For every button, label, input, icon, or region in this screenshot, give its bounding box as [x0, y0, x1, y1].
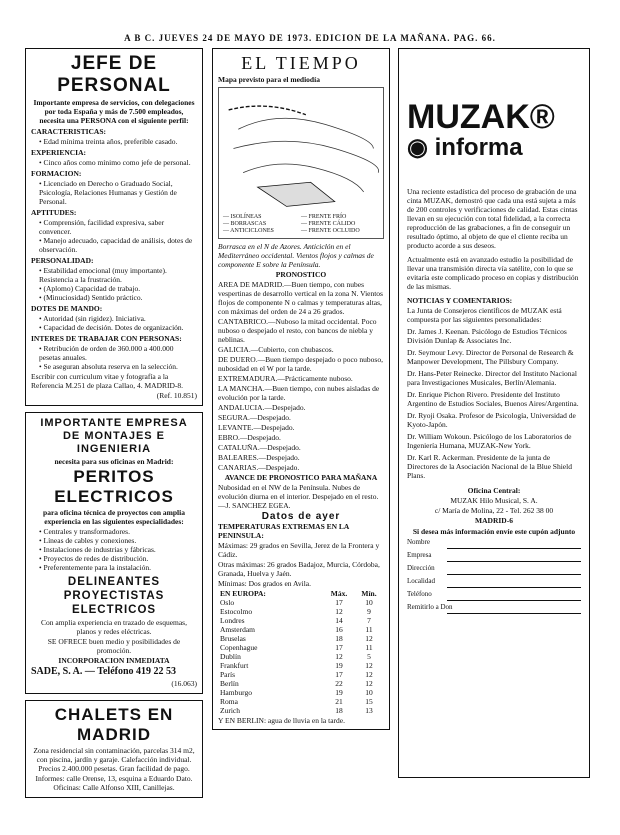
city-max: 17	[335, 643, 343, 652]
muzak-ad	[398, 48, 590, 778]
temp-heading: TEMPERATURAS EXTREMAS EN LA PENINSULA:	[218, 522, 349, 540]
col-min: Mín.	[361, 589, 377, 598]
city-min: 13	[365, 706, 373, 715]
job-title-2: DELINEANTES PROYECTISTAS ELECTRICOS	[63, 576, 165, 616]
city-name: Zurich	[220, 706, 240, 715]
people-list	[407, 327, 581, 480]
city-max: 14	[335, 616, 343, 625]
section-items	[39, 158, 197, 167]
city-min: 7	[367, 616, 371, 625]
informa-text: informa	[434, 134, 523, 161]
person-entry: Dr. James J. Keenan. Psicólogo de Estudios Técnicos División Dunlap & Associates Inc.	[407, 327, 567, 345]
forecast-item: CANTABRICO.—Nuboso la mitad occidental. Poco nuboso o despejado el resto, con bancos de niebla y neblinas.	[218, 317, 377, 344]
job-item: • Preferentemente para la instalación.	[39, 563, 197, 572]
muzak-p2: Actualmente está en avanzado estudio la posibilidad de llevar una transmisión directa vía satélite, con lo que se evitaría este complicado proceso en copias y distribución de las mismas.	[407, 255, 579, 291]
temp-max: Máximas: 29 grados en Sevilla, Jerez de la Frontera y Cádiz.	[218, 541, 380, 559]
forecast-item: LA MANCHA.—Buen tiempo, con nubes aisladas de evolución por la tarde.	[218, 384, 380, 402]
coupon-field-label: Empresa	[407, 551, 432, 559]
city-name: Londres	[220, 616, 245, 625]
forecast-item: CANARIAS.—Despejado.	[218, 463, 300, 472]
column-weather	[212, 48, 390, 736]
company-title: IMPORTANTE EMPRESA DE MONTAJES E INGENIERIA	[40, 417, 188, 455]
info-circle-icon: ◉	[407, 134, 435, 161]
coupon-field[interactable]	[407, 577, 581, 588]
section-heading: APTITUDES:	[31, 208, 77, 217]
europe-row	[218, 598, 384, 607]
section-heading: CARACTERISTICAS:	[31, 127, 107, 136]
coupon-field[interactable]	[407, 603, 581, 614]
section-item: • Comprensión, facilidad expresiva, saber convencer.	[39, 218, 197, 236]
jefe-personal-ad	[25, 48, 203, 406]
temp-min: Mínimas: Dos grados en Avila.	[218, 579, 311, 588]
ad-intro: Importante empresa de servicios, con delegaciones por toda España y más de 7.500 empleados, necesita una PERSONA con el siguiente perfil:	[33, 98, 195, 125]
city-max: 21	[335, 697, 343, 706]
job-item: • Líneas de cables y conexiones.	[39, 536, 197, 545]
company-subtitle: necesita para sus oficinas en Madrid:	[54, 457, 174, 466]
datos-heading: Datos de ayer	[261, 511, 341, 522]
ad-footer: Escribir con curriculum vitae y fotografía a la Referencia M.251 de plaza Callao, 4. MADRID-8.	[31, 372, 184, 390]
chalets-info: Informes: calle Orense, 13, esquina a Eduardo Dato. Oficinas: Calle Alfonso XIII, Canillejas.	[35, 774, 193, 792]
coupon-heading: Si desea más información envíe este cupón adjunto	[412, 527, 576, 536]
col-max: Máx.	[330, 589, 348, 598]
section-item: • (Minuciosidad) Sentido práctico.	[39, 293, 197, 302]
forecast-item: CATALUÑA.—Despejado.	[218, 443, 301, 452]
legend-entry: — ANTICICLONES	[223, 228, 274, 234]
legend-entry: — FRENTE CÁLIDO	[301, 221, 356, 227]
city-name: Berlín	[220, 679, 239, 688]
incorporation: INCORPORACION INMEDIATA	[58, 656, 170, 665]
section-heading: PERSONALIDAD:	[31, 256, 94, 265]
ad-code: (16.063)	[171, 679, 197, 688]
europe-row	[218, 634, 384, 643]
city-name: Amsterdam	[220, 625, 255, 634]
city-max: 18	[335, 706, 343, 715]
office-heading: Oficina Central:	[467, 486, 521, 495]
city-name: Hamburgo	[220, 688, 252, 697]
city-min: 11	[365, 643, 373, 652]
europe-row	[218, 670, 384, 679]
forecast-list	[218, 280, 384, 472]
city-name: Bruselas	[220, 634, 246, 643]
section-heading: FORMACION:	[31, 169, 82, 178]
section-items	[39, 218, 197, 254]
legend-entry: — ISOLÍNEAS	[223, 214, 262, 220]
notices-heading: NOTICIAS Y COMENTARIOS:	[407, 296, 513, 305]
coupon-field-label: Remitirlo a Don	[407, 603, 453, 611]
map-caption: Borrasca en el N de Azores. Anticiclón en el Mediterráneo occidental. Vientos flojos y calmas de componente E sobre la Península.	[218, 242, 374, 269]
europe-row	[218, 625, 384, 634]
europe-row	[218, 652, 384, 661]
section-heading: EXPERIENCIA:	[31, 148, 87, 157]
temp-others: Otras máximas: 26 grados Badajoz, Murcia, Córdoba, Granada, Huelva y Jaén.	[218, 560, 380, 578]
job-item: • Proyectos de redes de distribución.	[39, 554, 197, 563]
legend-entry: — BORRASCAS	[223, 221, 267, 227]
weather-note: Y EN BERLIN: agua de lluvia en la tarde.	[218, 716, 345, 725]
section-item: • Autoridad (sin rigidez). Iniciativa.	[39, 314, 197, 323]
city-max: 18	[335, 634, 343, 643]
section-item: • Licenciado en Derecho o Graduado Social, Psicología, Relaciones Humanas y Gestión de Personal.	[39, 179, 197, 206]
address: c/ María de Molina, 22 - Tel. 262 38 00	[434, 506, 554, 515]
chalets-ad	[25, 700, 203, 798]
city-name: Dublín	[220, 652, 241, 661]
city-max: 19	[335, 661, 343, 670]
europe-row	[218, 679, 384, 688]
section-item: • Estabilidad emocional (muy importante). Resistencia a la frustración.	[39, 266, 197, 284]
ad-sections	[31, 127, 197, 371]
city-min: 15	[365, 697, 373, 706]
job-items	[39, 527, 197, 572]
notices-intro: La Junta de Consejeros científicos de MUZAK está compuesta por las siguientes personalidades:	[407, 306, 562, 324]
forecast-item: GALICIA.—Cubierto, con chubascos.	[218, 345, 334, 354]
europe-row	[218, 688, 384, 697]
city-max: 12	[335, 607, 343, 616]
weather-section	[212, 48, 390, 730]
europe-row	[218, 616, 384, 625]
forecast-item: EXTREMADURA.—Prácticamente nuboso.	[218, 374, 353, 383]
job-title: PERITOS ELECTRICOS	[54, 467, 174, 506]
city-min: 5	[367, 652, 371, 661]
ad-title: JEFE DE PERSONAL	[57, 53, 171, 96]
europe-row	[218, 697, 384, 706]
job-body: para oficina técnica de proyectos con amplia experiencia en las siguientes especialidades:	[43, 508, 185, 526]
ad-ref: (Ref. 10.851)	[156, 391, 197, 400]
city-max: 17	[335, 598, 343, 607]
avance-heading: AVANCE DE PRONOSTICO PARA MAÑANA	[224, 473, 378, 482]
europe-row	[218, 706, 384, 715]
section-items	[39, 266, 197, 302]
coupon-field[interactable]	[407, 551, 581, 562]
section-item: • Cinco años como mínimo como jefe de personal.	[39, 158, 197, 167]
chalets-body: Zona residencial sin contaminación, parcelas 314 m2, con piscina, jardín y garaje. Calefacción individual. Precios 2.400.000 pesetas. Gran facilidad de pago.	[33, 746, 195, 773]
forecast-item: ANDALUCIA.—Despejado.	[218, 403, 306, 412]
section-item: • Edad mínima treinta años, preferible casado.	[39, 137, 197, 146]
section-items	[39, 314, 197, 332]
column-left	[25, 48, 203, 804]
legend-entry: — FRENTE FRÍO	[301, 214, 347, 220]
forecast-item: BALEARES.—Despejado.	[218, 453, 300, 462]
person-entry: Dr. William Wokoun. Psicólogo de los Laboratorios de Ingeniería Humana, MUZAK-New York.	[407, 432, 572, 450]
section-item: • Manejo adecuado, capacidad de análisis, dotes de observación.	[39, 236, 197, 254]
city-max: 22	[335, 679, 343, 688]
person-entry: Dr. Ryoji Osaka. Profesor de Psicología, Universidad de Kyoto-Japón.	[407, 411, 576, 429]
city-min: 12	[365, 661, 373, 670]
person-entry: Dr. Karl R. Ackerman. Presidente de la junta de Directores de la Asociación Nacional de la Blue Shield Plans.	[407, 453, 572, 480]
europe-table	[218, 589, 384, 715]
section-item: • Capacidad de decisión. Dotes de organización.	[39, 323, 197, 332]
city-min: 12	[365, 670, 373, 679]
europe-heading: EN EUROPA:	[220, 589, 266, 598]
coupon-field-label: Dirección	[407, 564, 435, 572]
coupon-field-label: Nombre	[407, 538, 430, 546]
coupon-field[interactable]	[407, 590, 581, 601]
city-name: Estocolmo	[220, 607, 253, 616]
forecast-item: EBRO.—Despejado.	[218, 433, 281, 442]
map-legend	[223, 214, 383, 235]
coupon-field-label: Teléfono	[407, 590, 432, 598]
city-max: 19	[335, 688, 343, 697]
forecast-item: LEVANTE.—Despejado.	[218, 423, 295, 432]
city-name: Roma	[220, 697, 238, 706]
city-min: 9	[367, 607, 371, 616]
section-item: • Retribución de orden de 360.000 a 400.000 pesetas anuales.	[39, 344, 197, 362]
peritos-ad	[25, 412, 203, 694]
city-max: 17	[335, 670, 343, 679]
city-name: París	[220, 670, 235, 679]
job-offer: SE OFRECE buen medio y posibilidades de promoción.	[47, 637, 181, 655]
contact: SADE, S. A. — Teléfono 419 22 53	[31, 666, 177, 677]
coupon-form	[407, 538, 581, 614]
europe-row	[218, 607, 384, 616]
job-item: • Centrales y transformadores.	[39, 527, 197, 536]
city-min: 12	[365, 634, 373, 643]
section-items	[39, 137, 197, 146]
job-body-2: Con amplia experiencia en trazado de esquemas, planos y redes eléctricas.	[41, 618, 187, 636]
company-name: MUZAK Hilo Musical, S. A.	[450, 496, 538, 505]
forecast-item: DE DUERO.—Buen tiempo despejado o poco nuboso, nubosidad en el W por la tarde.	[218, 355, 383, 373]
section-item: • Se aseguran absoluta reserva en la selección.	[39, 362, 197, 371]
section-items	[39, 179, 197, 206]
forecast-heading: PRONOSTICO	[275, 270, 327, 279]
person-entry: Dr. Hans-Peter Reinecke. Director del Instituto Nacional para Investigaciones Musicales, Berlín/Alemania.	[407, 369, 577, 387]
city: MADRID-6	[475, 516, 513, 525]
city-min: 10	[365, 688, 373, 697]
city-min: 11	[365, 625, 373, 634]
chalets-title: CHALETS EN MADRID	[54, 705, 174, 744]
city-max: 12	[335, 652, 343, 661]
page-header: A B C. JUEVES 24 DE MAYO DE 1973. EDICION DE LA MAÑANA. PAG. 66.	[124, 33, 496, 43]
section-heading: INTERES DE TRABAJAR CON PERSONAS:	[31, 334, 182, 343]
job-item: • Instalaciones de industrias y fábricas.	[39, 545, 197, 554]
section-heading: DOTES DE MANDO:	[31, 304, 103, 313]
avance-text: Nubosidad en el NW de la Península. Nubes de evolución diurna en el interior. Despejado en el resto.—J. SANCHEZ EGEA.	[218, 483, 379, 510]
person-entry: Dr. Seymour Levy. Director de Personal de Research & Manpower Development, The Pillsbury Company.	[407, 348, 574, 366]
europe-row	[218, 661, 384, 670]
informa-title	[407, 135, 581, 161]
person-entry: Dr. Enrique Pichon Rivero. Presidente del Instituto Argentino de Estudios Sociales, Buenos Aires/Argentina.	[407, 390, 579, 408]
section-items	[39, 344, 197, 371]
coupon-field-label: Localidad	[407, 577, 435, 585]
legend-entry: — FRENTE OCLUIDO	[301, 228, 360, 234]
europe-row	[218, 643, 384, 652]
muzak-p1: Una reciente estadística del proceso de grabación de una cinta MUZAK, demostró que cada una está sujeta a más de 200 controles y verificaciones de calidad. Estas cintas llevan en su ejecución con total fidelidad, a la correcta reproducción de las grabaciones, a fin de conseguir un resultado óptimo, al objeto de que el cliente reciba un producto acorde a sus deseos.	[407, 187, 578, 250]
city-min: 12	[365, 679, 373, 688]
coupon-field[interactable]	[407, 564, 581, 575]
city-max: 16	[335, 625, 343, 634]
coupon-field[interactable]	[407, 538, 581, 549]
weather-map	[218, 87, 384, 239]
city-min: 10	[365, 598, 373, 607]
forecast-item: AREA DE MADRID.—Buen tiempo, con nubes vespertinas de desarrollo vertical en la zona N. Vientos flojos de componente N o calmas y temperaturas altas, con máximas del orden de 24 a 26 grados.	[218, 280, 383, 316]
weather-title: EL TIEMPO	[241, 53, 361, 73]
city-name: Oslo	[220, 598, 235, 607]
section-item: • (Aplomo) Capacidad de trabajo.	[39, 284, 197, 293]
map-title: Mapa previsto para el mediodía	[218, 75, 320, 84]
city-name: Frankfurt	[220, 661, 249, 670]
muzak-logo: MUZAK®	[407, 98, 555, 136]
city-name: Copenhague	[220, 643, 258, 652]
forecast-item: SEGURA.—Despejado.	[218, 413, 291, 422]
column-muzak	[398, 48, 590, 784]
